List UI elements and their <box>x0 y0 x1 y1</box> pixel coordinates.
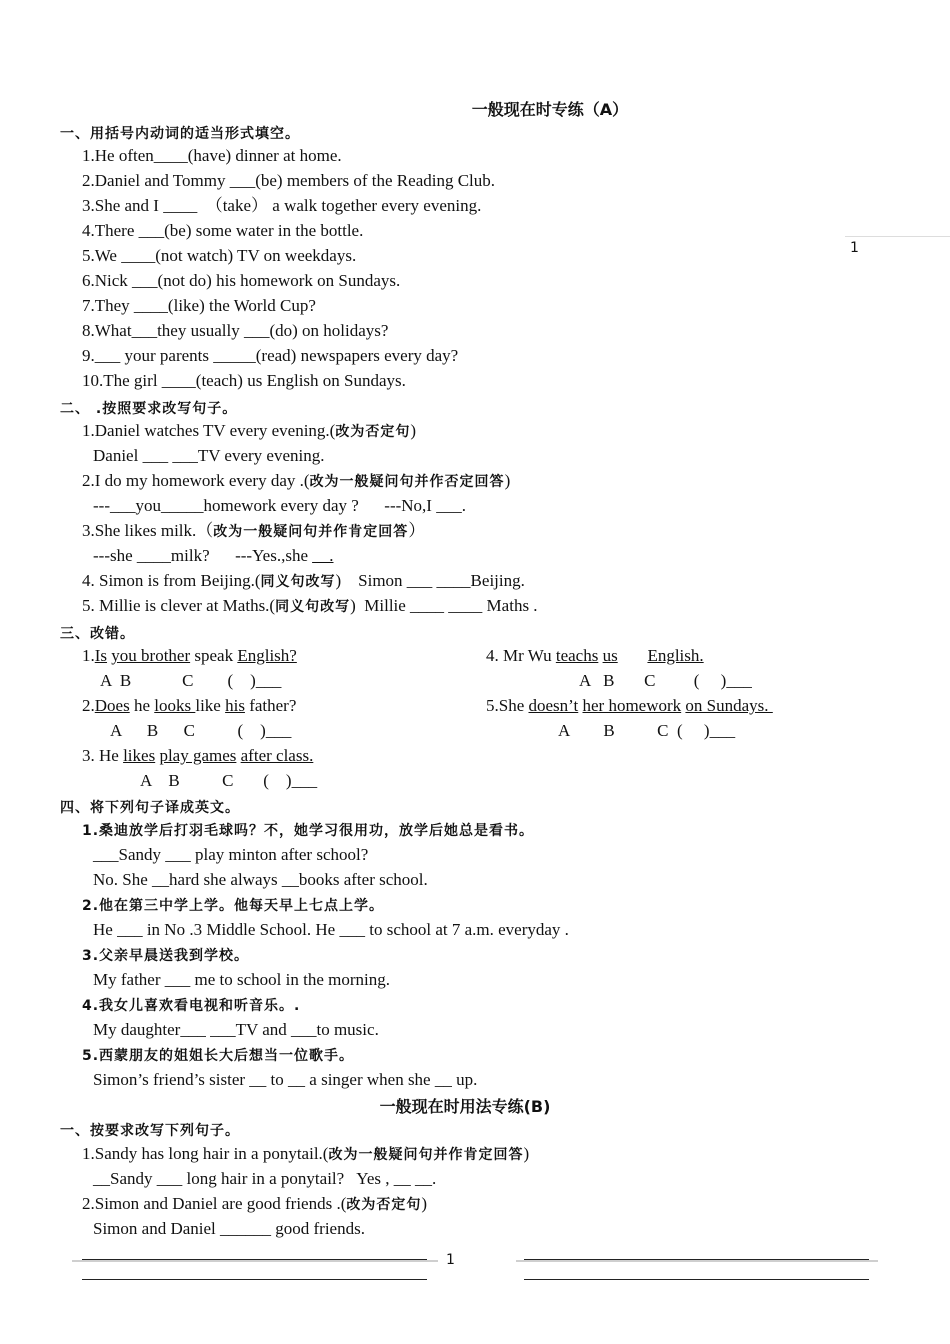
footer-rule-right-top <box>516 1260 878 1262</box>
sec2-q1: 1.Daniel watches TV every evening.(改为否定句) <box>82 421 417 440</box>
sec4-q1-english-2: No. She __hard she always __books after school. <box>93 870 428 889</box>
sec2-q1-answer: Daniel ___ ___TV every evening. <box>93 446 325 465</box>
sec2-q4: 4. Simon is from Beijing.(同义句改写) Simon ___ ____Beijing. <box>82 571 525 590</box>
sec1-item-8: 8.What___they usually ___(do) on holidays? <box>82 321 389 340</box>
sec1-item-9: 9.___ your parents _____(read) newspapers every day? <box>82 346 459 365</box>
sec2-q2: 2.I do my homework every day .(改为一般疑问句并作否定回答) <box>82 471 511 490</box>
sec4-q5-chinese: 5.西蒙朋友的姐姐长大后想当一位歌手。 <box>82 1048 355 1064</box>
secb-q1: 1.Sandy has long hair in a ponytail.(改为一般疑问句并作肯定回答) <box>82 1144 530 1163</box>
section-4-title: 四、将下列句子译成英文。 <box>60 800 240 816</box>
footer-rule-right-bottom <box>524 1279 869 1280</box>
section-1-title: 一、用括号内动词的适当形式填空。 <box>60 126 300 142</box>
sec1-item-10: 10.The girl ____(teach) us English on Sundays. <box>82 371 406 390</box>
title-b: 一般现在时用法专练(B) <box>379 1097 551 1116</box>
footer-rule-left-top <box>72 1260 438 1262</box>
sec2-q5: 5. Millie is clever at Maths.(同义句改写) Millie ____ ____ Maths . <box>82 596 538 615</box>
secb-q2: 2.Simon and Daniel are good friends .(改为否定句) <box>82 1194 428 1213</box>
secb-q1-answer: __Sandy ___ long hair in a ponytail? Yes , __ __. <box>93 1169 437 1188</box>
sec1-item-1: 1.He often____(have) dinner at home. <box>82 146 342 165</box>
sec3-q2-options: A B C ( )___ <box>110 721 292 740</box>
sec4-q1-english-1: ___Sandy ___ play minton after school? <box>93 845 369 864</box>
sec1-item-7: 7.They ____(like) the World Cup? <box>82 296 316 315</box>
side-page-number: 1 <box>850 240 859 256</box>
sec2-q3-answer: ---she ____milk? ---Yes.,she __. <box>93 546 334 565</box>
sec3-q5-options: A B C ( )___ <box>558 721 736 740</box>
sec1-item-6: 6.Nick ___(not do) his homework on Sundays. <box>82 271 401 290</box>
footer-rule-left-dark <box>82 1259 427 1260</box>
sec3-q4-options: A B C ( )___ <box>579 671 752 690</box>
sec4-q2-english: He ___ in No .3 Middle School. He ___ to school at 7 a.m. everyday . <box>93 920 569 939</box>
sec4-q3-english: My father ___ me to school in the morning. <box>93 970 390 989</box>
section-3-title: 三、改错。 <box>60 626 135 642</box>
sec2-q3: 3.She likes milk.（改为一般疑问句并作肯定回答） <box>82 521 426 540</box>
sec3-q4: 4. Mr Wu teachs us English. <box>486 646 704 665</box>
sec3-q1: 1.Is you brother speak English? <box>82 646 297 665</box>
sec3-q3: 3. He likes play games after class. <box>82 746 314 765</box>
sec1-item-2: 2.Daniel and Tommy ___(be) members of the Reading Club. <box>82 171 496 190</box>
side-margin-rule <box>845 236 950 237</box>
section-b1-title: 一、按要求改写下列句子。 <box>60 1123 240 1139</box>
sec1-item-5: 5.We ____(not watch) TV on weekdays. <box>82 246 357 265</box>
sec1-item-3: 3.She and I ____ （take） a walk together every evening. <box>82 196 482 215</box>
sec1-item-4: 4.There ___(be) some water in the bottle. <box>82 221 364 240</box>
sec4-q1-chinese: 1.桑迪放学后打羽毛球吗？不，她学习很用功，放学后她总是看书。 <box>82 823 535 839</box>
sec3-q3-options: A B C ( )___ <box>140 771 318 790</box>
section-2-title: 二、 .按照要求改写句子。 <box>60 401 238 417</box>
sec4-q4-english: My daughter___ ___TV and ___to music. <box>93 1020 379 1039</box>
sec4-q2-chinese: 2.他在第三中学上学。他每天早上七点上学。 <box>82 898 385 914</box>
footer-rule-left-bottom <box>82 1279 427 1280</box>
sec3-q2: 2.Does he looks like his father? <box>82 696 297 715</box>
sec3-q1-options: A B C ( )___ <box>100 671 282 690</box>
title-a: 一般现在时专练（A） <box>471 100 629 119</box>
footer-page-number: 1 <box>446 1252 455 1268</box>
secb-q2-answer: Simon and Daniel ______ good friends. <box>93 1219 365 1238</box>
sec2-q2-answer: ---___you_____homework every day ? ---No,I ___. <box>93 496 466 515</box>
sec4-q4-chinese: 4.我女儿喜欢看电视和听音乐。. <box>82 998 301 1014</box>
sec3-q5: 5.She doesn’t her homework on Sundays. <box>486 696 773 715</box>
sec4-q5-english: Simon’s friend’s sister __ to __ a singer when she __ up. <box>93 1070 478 1089</box>
footer-rule-right-dark <box>524 1259 869 1260</box>
sec4-q3-chinese: 3.父亲早晨送我到学校。 <box>82 948 250 964</box>
